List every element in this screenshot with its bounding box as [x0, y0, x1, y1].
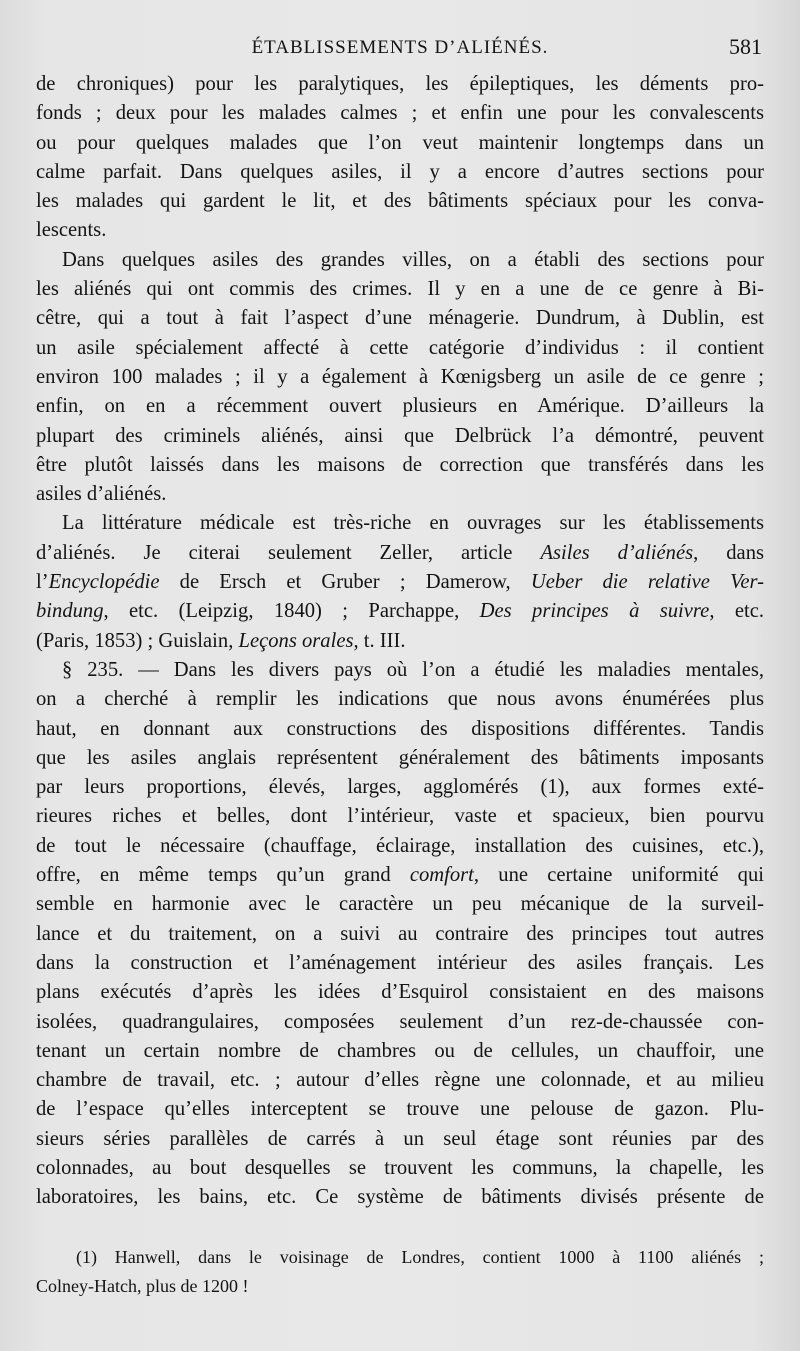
body-text [36, 70, 764, 1213]
text-line: laboratoires, les bains, etc. Ce système de bâtiments divisés présente de [36, 1186, 764, 1209]
text-line: colonnades, au bout desquelles se trouvent les communs, la chapelle, les [36, 1156, 764, 1179]
text-line: haut, en donnant aux constructions des dispositions différentes. Tandis [36, 717, 764, 740]
text-line: rieures riches et belles, dont l’intérieur, vaste et spacieux, bien pourvu [36, 805, 764, 828]
italic-title: Ueber die relative Ver- [530, 571, 764, 594]
text-line: tenant un certain nombre de chambres ou de cellules, un chauffoir, une [36, 1039, 764, 1062]
text-line: plupart des criminels aliénés, ainsi que Delbrück l’a démontré, peuvent [36, 424, 764, 447]
text-line: fonds ; deux pour les malades calmes ; et enfin une pour les convalescents [36, 102, 764, 125]
text-line: on a cherché à remplir les indications que nous avons énumérées plus [36, 688, 764, 711]
text-line: calme parfait. Dans quelques asiles, il y a encore d’autres sections pour [36, 160, 764, 183]
text-line: plans exécutés d’après les idées d’Esquirol consistaient en des maisons [36, 981, 764, 1004]
text-line: La littérature médicale est très-riche en ouvrages sur les établissements [62, 512, 764, 535]
text-line: dans la construction et l’aménagement intérieur des asiles français. Les [36, 951, 764, 974]
running-title: ÉTABLISSEMENTS D’ALIÉNÉS. [251, 37, 549, 58]
text-line: d’aliénés. Je citerai seulement Zeller, article Asiles d’aliénés, dans [36, 541, 764, 564]
text-line: offre, en même temps qu’un grand comfort, une certaine uniformité qui [36, 864, 764, 887]
text-line: isolées, quadrangulaires, composées seulement d’un rez-de-chaussée con- [36, 1010, 764, 1033]
italic-title: Leçons orales [238, 629, 354, 652]
italic-title: Encyclopédie [48, 571, 160, 594]
text-line: Dans quelques asiles des grandes villes, on a établi des sections pour [62, 248, 764, 271]
text-line: de chroniques) pour les paralytiques, les épileptiques, les déments pro- [36, 73, 764, 95]
italic-title: Asiles d’aliénés [540, 541, 694, 564]
text-line: être plutôt laissés dans les maisons de correction que transférés dans les [36, 453, 764, 476]
italic-title: Des principes à suivre [479, 600, 710, 623]
text-line: asiles d’aliénés. [36, 483, 167, 506]
text-line: de l’espace qu’elles interceptent se trouve une pelouse de gazon. Plu- [36, 1098, 764, 1121]
page-number: 581 [729, 34, 762, 59]
italic-title: bindung [36, 600, 104, 623]
text-line: chambre de travail, etc. ; autour d’elles règne une colonnade, et au milieu [36, 1069, 764, 1092]
text-line: que les asiles anglais représentent généralement des bâtiments imposants [36, 746, 764, 769]
text-line: les aliénés qui ont commis des crimes. Il y en a une de ce genre à Bi- [36, 278, 764, 301]
footnotes [36, 1243, 764, 1301]
text-line: lescents. [36, 219, 107, 242]
italic-word: comfort [409, 864, 474, 887]
text-line: enfin, on en a récemment ouvert plusieurs en Amérique. D’ailleurs la [36, 395, 764, 418]
section-heading: § 235. — Dans les divers pays où l’on a étudié les maladies mentales, [62, 658, 764, 681]
text-line: les malades qui gardent le lit, et des bâtiments spéciaux pour les conva- [36, 190, 764, 213]
text-line: cêtre, qui a tout à fait l’aspect d’une ménagerie. Dundrum, à Dublin, est [36, 307, 764, 330]
text-line [36, 656, 764, 685]
text-line: (Paris, 1853) ; Guislain, Leçons orales, t. III. [36, 629, 406, 652]
text-line: sieurs séries parallèles de carrés à un seul étage sont réunies par des [36, 1127, 764, 1150]
running-head [36, 30, 764, 66]
footnote-line: Colney-Hatch, plus de 1200 ! [36, 1275, 249, 1296]
text-line: un asile spécialement affecté à cette catégorie d’individus : il contient [36, 336, 764, 359]
text-line: lance et du traitement, on a suivi au contraire des principes tout autres [36, 922, 764, 945]
text-line: ou pour quelques malades que l’on veut maintenir longtemps dans un [36, 131, 764, 154]
text-line: par leurs proportions, élevés, larges, agglomérés (1), aux formes exté- [36, 776, 764, 799]
text-line: bindung, etc. (Leipzig, 1840) ; Parchappe, Des principes à suivre, etc. [36, 600, 764, 623]
text-line: environ 100 malades ; il y a également à Kœnigsberg un asile de ce genre ; [36, 365, 764, 388]
text-line: l’Encyclopédie de Ersch et Gruber ; Damerow, Ueber die relative Ver- [36, 571, 764, 594]
footnote-line: (1) Hanwell, dans le voisinage de Londres, contient 1000 à 1100 aliénés ; [76, 1246, 764, 1267]
text-line: de tout le nécessaire (chauffage, éclairage, installation des cuisines, etc.), [36, 834, 764, 857]
text-line: semble en harmonie avec le caractère un peu mécanique de la surveil- [36, 893, 764, 916]
